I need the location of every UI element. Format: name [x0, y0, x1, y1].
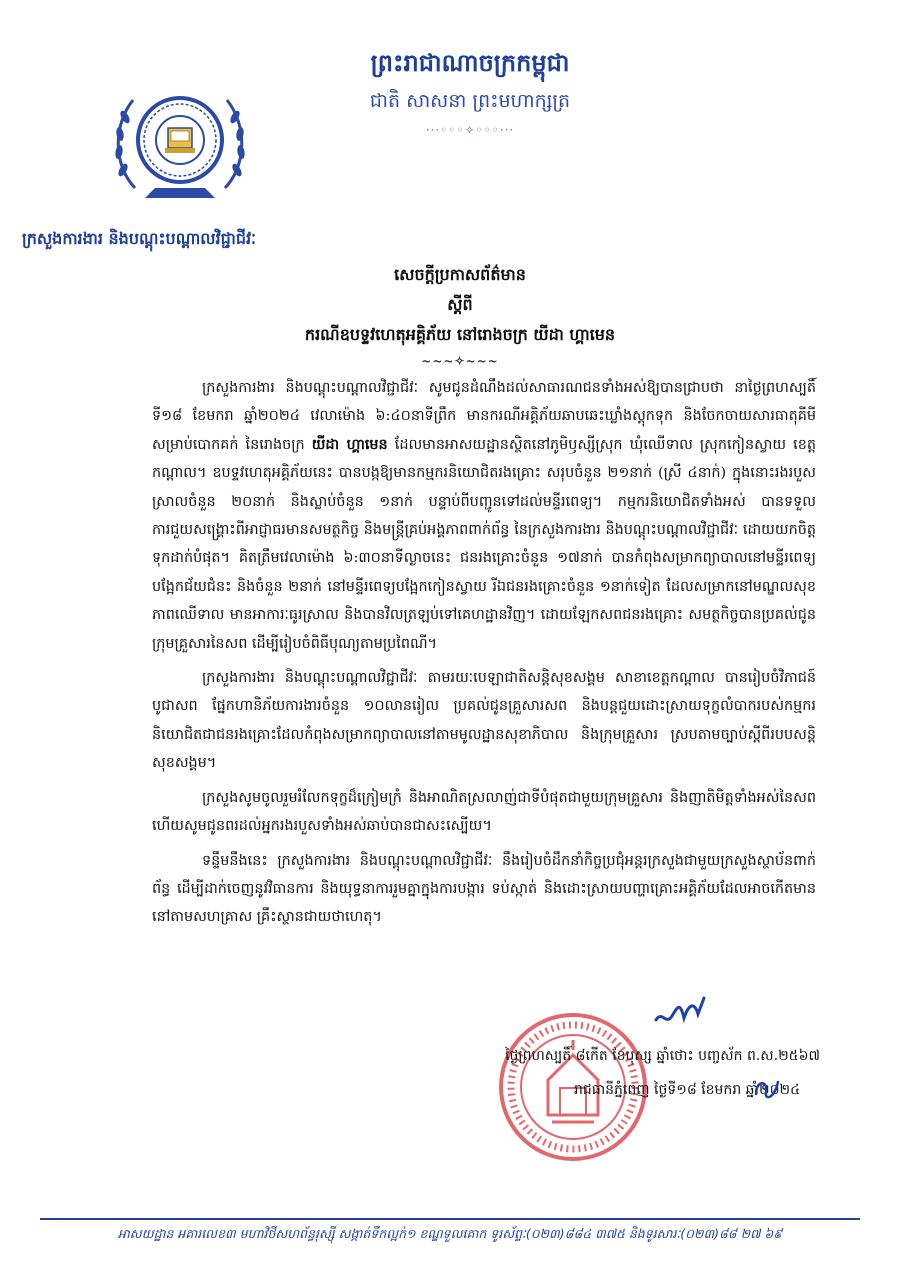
- factory-name: យីដា ហ្គាមេន: [311, 435, 388, 453]
- paragraph-1-part-b: ដែលមានអាសយដ្ឋានស្ថិតនៅភូមិឫស្សីស្រុក ឃុំឈើទាល ស្រុកកៀនស្វាយ ខេត្តកណ្តាល។ ឧបទ្ទវហេតុអគ្គិភ័យនេះ បានបង្កឱ្យមានកម្មករនិយោជិតរងគ្រោះ សរុបចំនួន ២១នាក់ (ស្រី ៤នាក់) ក្នុងនោះរងរបួសស្រាលចំនួន ២០នាក់ និងស្លាប់ចំនួន ១នាក់ បន្ទាប់ពីបញ្ជូនទៅដល់មន្ទីរពេទ្យ។ កម្មករនិយោជិតទាំងអស់ បានទទួលការជួយសង្គ្រោះពីអាជ្ញាធរមានសមត្ថកិច្ច និងមន្ត្រីគ្រប់អង្គភាពពាក់ព័ន្ធ នៃក្រសួងការងារ និងបណ្តុះបណ្តាលវិជ្ជាជីវៈ ដោយយកចិត្តទុកដាក់បំផុត។ គិតត្រឹមវេលាម៉ោង ៦:៣០នាទីល្ងាចនេះ ជនរងគ្រោះចំនួន ១៧នាក់ បានកំពុងសម្រាកព្យាបាលនៅមន្ទីរពេទ្យបង្អែកជ័យជំនះ និងចំនួន ២នាក់ នៅមន្ទីរពេទ្យបង្អែកកៀនស្វាយ រីឯជនរងគ្រោះចំនួន ១នាក់ទៀត ដែលសម្រាកនៅមណ្ឌលសុខភាពឈើទាល មានអាការៈធូរស្រាល និងបានវិលត្រឡប់ទៅគេហដ្ឋានវិញ។ ដោយឡែកសពជនរងគ្រោះ សមត្ថកិច្ចបានប្រគល់ជូនក្រុមគ្រួសារនៃសព ដើម្បីរៀបចំពិធីបុណ្យតាមប្រពៃណី។: [152, 436, 816, 652]
- ministry-logo-icon: [105, 70, 255, 220]
- kingdom-header: [300, 48, 640, 137]
- paragraph-4: ទន្ទឹមនឹងនេះ ក្រសួងការងារ និងបណ្តុះបណ្តាលវិជ្ជាជីវៈ នឹងរៀបចំដឹកនាំកិច្ចប្រជុំអន្តរក្រសួងជាមួយក្រសួងស្ថាប័នពាក់ព័ន្ធ ដើម្បីដាក់ចេញនូវវិធានការ និងយុទ្ធនាការរួមគ្នាក្នុងការបង្ការ ទប់ស្កាត់ និងដោះស្រាយបញ្ហាគ្រោះអគ្គិភ័យដែលអាចកើតមាននៅតាមសហគ្រាស គ្រឹះស្ថានជាយថាហេតុ។: [152, 852, 816, 926]
- title-line-2: ស្តីពី: [447, 295, 473, 314]
- kingdom-title: ព្រះរាជាណាចក្រកម្ពុជា: [370, 48, 570, 77]
- title-ornament: ~~~✧~~~: [421, 354, 499, 368]
- paragraph-2: ក្រសួងការងារ និងបណ្តុះបណ្តាលវិជ្ជាជីវៈ តាមរយៈបេឡាជាតិសន្តិសុខសង្គម សាខាខេត្តកណ្តាល បានរៀបចំវិភាជន៍បូជាសព ផ្នែកហានិភ័យការងារចំនួន ១០លានរៀល ប្រគល់ជូនគ្រួសារសព និងបន្តជួយដោះស្រាយទុក្ខលំបាករបស់កម្មករនិយោជិតជាជនរងគ្រោះដែលកំពុងសម្រាកព្យាបាលនៅតាមមូលដ្ឋានសុខាភិបាល និងក្រុមគ្រួសារ ស្របតាមច្បាប់ស្តីពីរបបសន្តិសុខសង្គម។: [152, 670, 816, 772]
- lunar-date: ថ្ងៃព្រហស្បតិ៍ ៨កើត ខែបុស្ស ឆ្នាំថោះ បញ្ចស័ក ព.ស.២៥៦៧: [505, 1048, 820, 1064]
- paragraph-1: [152, 374, 816, 658]
- document-title: [150, 264, 770, 368]
- initial-signature-icon: [752, 1074, 782, 1104]
- paragraph-3: ក្រសួងសូមចូលរួមរំលែកទុក្ខដ៏ក្រៀមក្រំ និងអាណិតស្រលាញ់ជាទីបំផុតជាមួយក្រុមគ្រួសារ និងញាតិមិត្តទាំងអស់នៃសព ហើយសូមជូនពរដល់អ្នករងរបួសទាំងអស់ឆាប់បានជាសះស្បើយ។: [152, 789, 816, 835]
- paragraph-1-part-a: ក្រសួងការងារ និងបណ្តុះបណ្តាលវិជ្ជាជីវៈ សូមជូនដំណឹងដល់សាធារណជនទាំងអស់ឱ្យបានជ្រាបថា នាថ្ងៃព្រហស្បតិ៍ ទី១៨ ខែមករា ឆ្នាំ២០២៤ វេលាម៉ោង ៦:៤០នាទីព្រឹក មានករណីអគ្គិភ័យឆាបឆេះឃ្លាំងស្តុកទុក និងចែកចាយសារធាតុគីមី សម្រាប់បោកគក់ នៃរោងចក្រ: [152, 380, 816, 453]
- ministry-name: ក្រសួងការងារ និងបណ្តុះបណ្តាលវិជ្ជាជីវៈ: [22, 229, 256, 248]
- solar-date: រាជធានីភ្នំពេញ ថ្ងៃទី១៨ ខែមករា ឆ្នាំ២០២៤: [574, 1082, 800, 1098]
- footer-address: អាសយដ្ឋាន អគារលេខ៣ មហាវិថីសហព័ន្ធរុស្ស៊ី សង្កាត់ទឹកល្អក់១ ខណ្ឌទួលគោក ទូរស័ព្ទៈ(០២៣)៨៨៤ ៣៧៥ និងទូរសារៈ(០២៣)៨៨ ២៧ ៦៩: [117, 1226, 783, 1241]
- title-line-1: សេចក្តីប្រកាសព័ត៌មាន: [394, 265, 526, 284]
- header-ornament: ···◦◦◦✧◦◦◦···: [425, 123, 515, 137]
- national-motto: ជាតិ សាសនា ព្រះមហាក្សត្រ: [369, 90, 571, 112]
- title-line-3: ករណីឧបទ្ទវហេតុអគ្គិភ័យ នៅរោងចក្រ យីដា ហ្គាមេន: [304, 325, 616, 344]
- footer-divider: [40, 1218, 860, 1220]
- document-body: [152, 374, 816, 938]
- signature-icon: [652, 992, 712, 1032]
